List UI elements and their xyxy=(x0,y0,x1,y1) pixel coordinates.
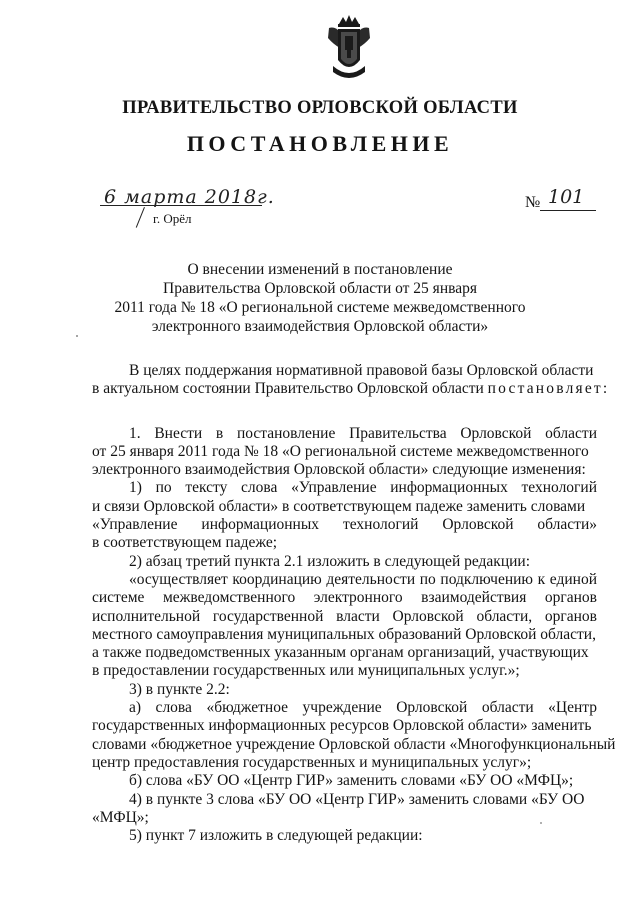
body-line: б) слова «БУ ОО «Центр ГИР» заменить словами «БУ ОО «МФЦ»; xyxy=(129,772,574,790)
document-body xyxy=(92,362,616,845)
body-line: в предоставлении государственных или муниципальных услуг.»; xyxy=(92,662,520,680)
number-handwritten: 101 xyxy=(548,186,585,208)
body-line: государственных информационных ресурсов Орловской области» заменить xyxy=(92,717,592,735)
body-line: «Управление информационных технологий Орловской области» xyxy=(92,516,597,534)
body-line: системе межведомственного электронного взаимодействия органов xyxy=(92,589,597,607)
body-line: «осуществляет координацию деятельности по подключению к единой xyxy=(129,570,597,588)
subject-line: электронного взаимодействия Орловской области» xyxy=(151,318,489,335)
body-line: словами «бюджетное учреждение Орловской области «Многофункциональный xyxy=(92,735,616,753)
scan-speck xyxy=(540,822,542,824)
preamble-line: В целях поддержания нормативной правовой базы Орловской области xyxy=(129,362,594,379)
body-line: 1. Внести в постановление Правительства Орловской области xyxy=(129,424,597,442)
number-underline xyxy=(540,210,596,211)
paragraph-gap xyxy=(92,399,597,425)
body-line: «МФЦ»; xyxy=(92,808,149,826)
body-line: 4) в пункте 3 слова «БУ ОО «Центр ГИР» заменить словами «БУ ОО xyxy=(129,790,585,808)
body-line: и связи Орловской области» в соответствующем падеже заменить словами xyxy=(92,497,586,515)
document-subject xyxy=(0,260,640,336)
body-line: 2) абзац третий пункта 2.1 изложить в следующей редакции: xyxy=(129,552,531,570)
body-line: от 25 января 2011 года № 18 «О региональной системе межведомственного xyxy=(92,442,589,460)
date-slash xyxy=(136,207,145,228)
body-line: электронного взаимодействия Орловской области» следующие изменения: xyxy=(92,461,586,479)
government-title: ПРАВИТЕЛЬСТВО ОРЛОВСКОЙ ОБЛАСТИ xyxy=(122,98,518,118)
preamble-text: в актуальном состоянии Правительство Орловской области xyxy=(92,380,488,398)
body-line: 3) в пункте 2.2: xyxy=(129,680,230,698)
body-line: а также подведомственных указанным органам организаций, участвующих xyxy=(92,644,589,662)
preamble-keyword: постановляет: xyxy=(487,380,610,398)
preamble-line xyxy=(92,380,610,398)
date-underline xyxy=(100,205,262,206)
subject-line: О внесении изменений в постановление xyxy=(187,261,453,278)
body-line: исполнительной государственной власти Орловской области, органов xyxy=(92,607,597,625)
number-label: № xyxy=(525,194,541,211)
body-line: а) слова «бюджетное учреждение Орловской области «Центр xyxy=(129,699,597,717)
scan-speck xyxy=(76,335,78,337)
subject-line: 2011 года № 18 «О региональной системе межведомственного xyxy=(114,299,526,316)
date-handwritten: 6 марта 2018г. xyxy=(104,186,275,208)
body-line: 5) пункт 7 изложить в следующей редакции: xyxy=(129,827,423,845)
subject-line: Правительства Орловской области от 25 января xyxy=(163,280,477,297)
body-line: местного самоуправления муниципальных образований Орловской области, xyxy=(92,625,596,643)
city-label: г. Орёл xyxy=(153,211,192,226)
document-type: ПОСТАНОВЛЕНИЕ xyxy=(186,131,454,156)
body-line: центр предоставления государственных и муниципальных услуг»; xyxy=(92,753,532,771)
body-line: 1) по тексту слова «Управление информационных технологий xyxy=(129,479,597,497)
body-line: в соответствующем падеже; xyxy=(92,534,278,552)
coat-of-arms-icon xyxy=(325,14,373,82)
